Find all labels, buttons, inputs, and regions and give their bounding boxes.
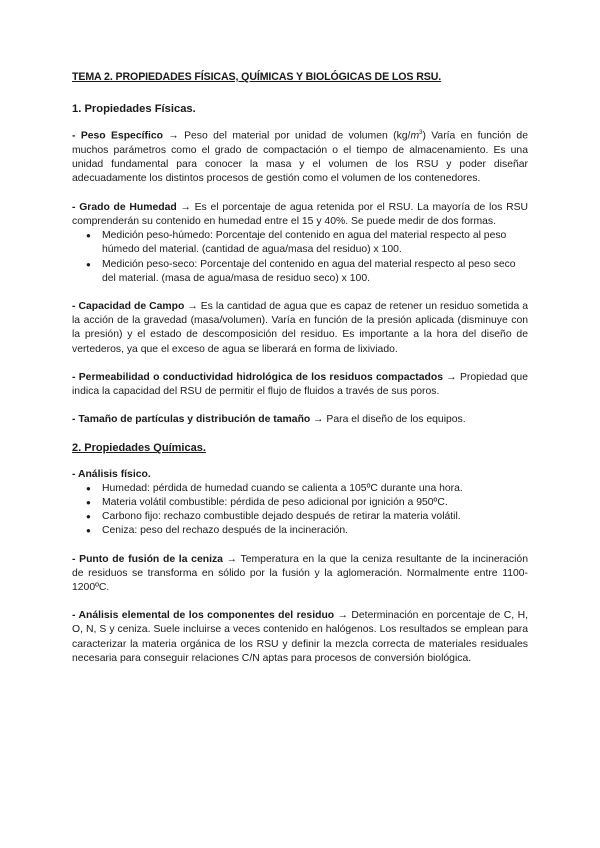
- paragraph-capacidad-campo: [72, 300, 528, 357]
- humedad-text: → Es el porcentaje de agua retenida por el RSU. La mayoría de los RSU comprenderán su contenido en humedad entre el 15 y 40%. Se puede medir de dos formas.: [72, 201, 529, 227]
- paragraph-permeabilidad: [72, 371, 528, 399]
- list-item: ● Carbono fijo: rechazo combustible dejado después de retirar la materia volátil.: [102, 510, 528, 524]
- term-peso-especifico: - Peso Específico: [72, 130, 163, 142]
- document-title: TEMA 2. PROPIEDADES FÍSICAS, QUÍMICAS Y BIOLÓGICAS DE LOS RSU.: [72, 71, 442, 83]
- peso-unit-m: m: [410, 130, 420, 142]
- term-punto-fusion: - Punto de fusión de la ceniza: [72, 553, 223, 565]
- peso-text-b: ) Varía en función de muchos parámetros como el grado de compactación o el tiempo de almacenamiento. Es una unidad fundamental para conocer la masa y el volumen de los RSU y poder diseñar adecuadamente los distintos procesos de gestión como el volumen de los contenedores.: [72, 130, 528, 185]
- list-item: ● Ceniza: peso del rechazo después de la incineración.: [102, 524, 528, 538]
- section-heading-quimicas: 2. Propiedades Químicas.: [72, 442, 206, 455]
- tamano-text: → Para el diseño de los equipos.: [310, 414, 466, 426]
- section-heading-fisicas: 1. Propiedades Físicas.: [72, 103, 196, 116]
- peso-unit-exp: 3: [419, 130, 423, 137]
- paragraph-punto-fusion: [72, 553, 528, 596]
- paragraph-peso-especifico: [72, 126, 528, 186]
- elemental-text: → Determinación en porcentaje de C, H, O, N, S y ceniza. Suele incluirse a veces contenido en halógenos. Los resultados se emplean para caracterizar la materia orgánica de los RSU y definir la mezcla correcta de materiales residuales necesaria para conseguir relaciones C/N aptas para procesos de conversión biológica.: [72, 610, 528, 664]
- campo-text: → Es la cantidad de agua que es capaz de retener un residuo sometida a la acción de la gravedad (masa/volumen). Varía en función de la presión aplicada (disminuye con la presión) y el estado de descomposición del residuo. Es importante a la hora del diseño de vertederos, ya que el exceso de agua se liberará en forma de lixiviado.: [72, 300, 528, 355]
- list-item: ● Medición peso-seco: Porcentaje del contenido en agua del material respecto al peso seco del material. (masa de agua/masa de residuo seco) x 100.: [102, 258, 528, 286]
- paragraph-analisis-fisico: [72, 468, 528, 482]
- fusion-text: → Temperatura en la que la ceniza resultante de la incineración de residuos se transforma en sólido por la fusión y la aglomeración. Normalmente entre 1100-1200ºC.: [72, 553, 528, 593]
- humedad-list: [72, 229, 528, 286]
- document-page: [72, 70, 528, 680]
- paragraph-tamano-particulas: [72, 413, 528, 427]
- term-tamano-particulas: - Tamaño de partículas y distribución de tamaño: [72, 414, 311, 426]
- list-item: ● Medición peso-húmedo: Porcentaje del contenido en agua del material respecto al peso húmedo del material. (cantidad de agua/masa del residuo) x 100.: [102, 229, 528, 257]
- peso-text-a: → Peso del material por unidad de volumen (kg/: [162, 130, 411, 142]
- paragraph-grado-humedad: [72, 201, 528, 229]
- term-capacidad-campo: - Capacidad de Campo: [72, 300, 185, 312]
- term-analisis-elemental: - Análisis elemental de los componentes del residuo: [72, 610, 335, 622]
- list-item: ● Materia volátil combustible: pérdida de peso adicional por ignición a 950ºC.: [102, 496, 528, 510]
- list-item: ● Humedad: pérdida de humedad cuando se calienta a 105ºC durante una hora.: [102, 482, 528, 496]
- permeabilidad-text: → Propiedad que indica la capacidad del RSU de permitir el flujo de fluidos a través de sus poros.: [72, 371, 528, 397]
- term-analisis-fisico: - Análisis físico.: [72, 468, 151, 480]
- analisis-fisico-list: [72, 482, 528, 539]
- paragraph-analisis-elemental: [72, 609, 528, 666]
- term-permeabilidad: - Permeabilidad o conductividad hidrológica de los residuos compactados: [72, 371, 444, 383]
- term-grado-humedad: - Grado de Humedad: [72, 201, 177, 213]
